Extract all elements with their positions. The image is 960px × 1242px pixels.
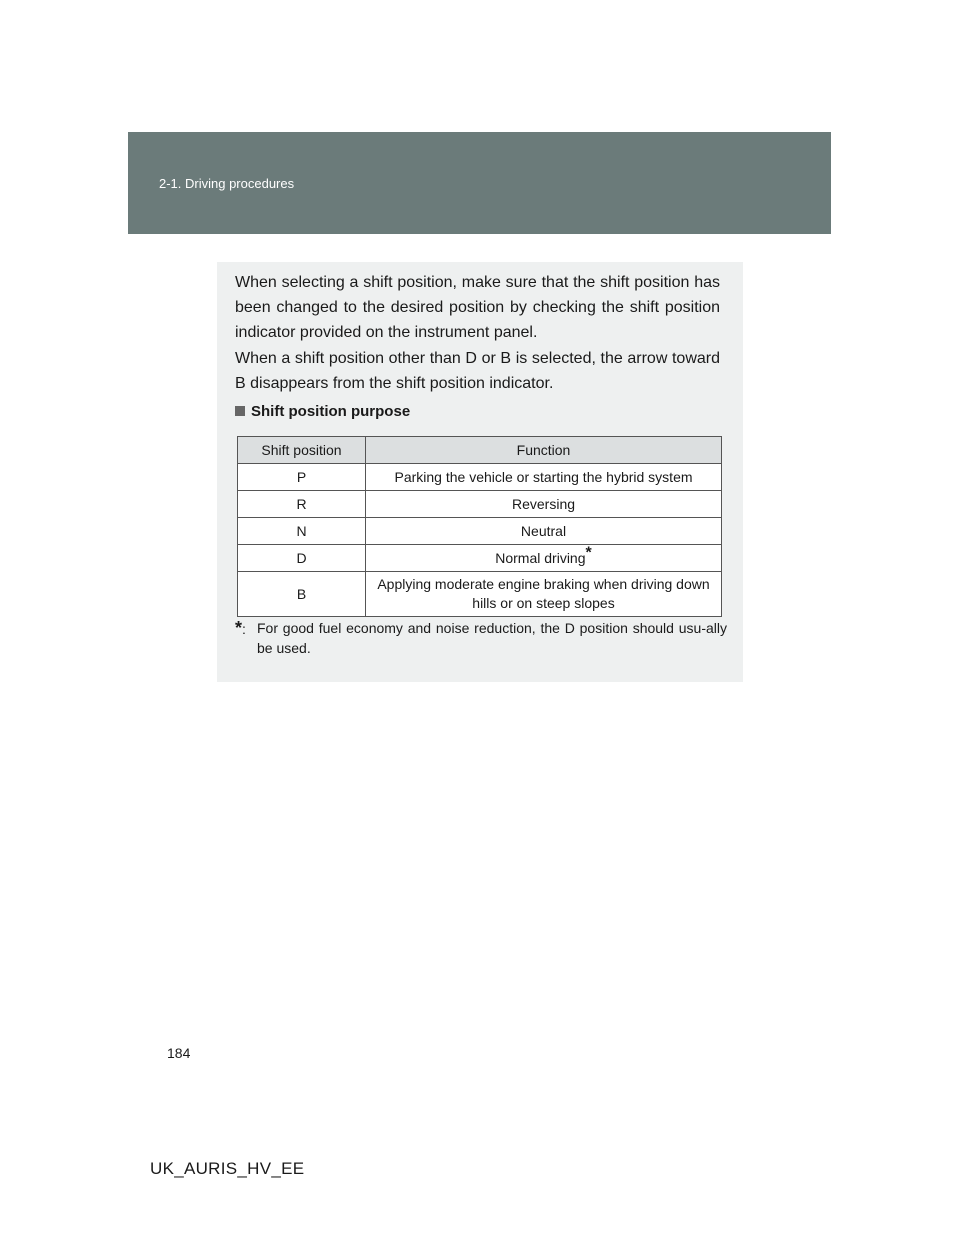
square-bullet-icon: [235, 406, 245, 416]
footnote: [235, 618, 727, 658]
subheading-text: Shift position purpose: [251, 403, 411, 420]
cell-position: R: [238, 491, 366, 518]
shift-position-table: [237, 436, 722, 617]
table-row: [238, 545, 722, 572]
table-row: [238, 572, 722, 617]
header-function: Function: [366, 437, 722, 464]
footnote-mark: *:: [235, 618, 246, 638]
table-row: [238, 518, 722, 545]
cell-function: Reversing: [366, 491, 722, 518]
table-row: [238, 464, 722, 491]
cell-function: Parking the vehicle or starting the hybrid system: [366, 464, 722, 491]
doc-code: UK_AURIS_HV_EE: [150, 1159, 305, 1178]
cell-position: D: [238, 545, 366, 572]
cell-function-text: Normal driving: [495, 550, 586, 566]
cell-position: N: [238, 518, 366, 545]
table-header-row: [238, 437, 722, 464]
header-band: [128, 132, 831, 234]
cell-function: [366, 545, 722, 572]
footnote-star: *: [235, 618, 243, 638]
cell-position: B: [238, 572, 366, 617]
paragraph-arrow-indicator: When a shift position other than D or B is selected, the arrow toward B disappears from the shift position indicator.: [235, 350, 720, 392]
footnote-ref: *: [585, 544, 592, 562]
cell-function: Neutral: [366, 518, 722, 545]
paragraph-shift-check: When selecting a shift position, make sure that the shift position has been changed to the desired position by checking the shift position indicator provided on the instrument panel.: [235, 274, 720, 341]
table-row: [238, 491, 722, 518]
section-title: 2-1. Driving procedures: [159, 176, 295, 191]
cell-position: P: [238, 464, 366, 491]
footnote-text: For good fuel economy and noise reduction, the D position should usu-ally be used.: [257, 620, 727, 656]
subheading: [235, 401, 410, 423]
header-shift-position: Shift position: [238, 437, 366, 464]
page-number: 184: [167, 1045, 191, 1061]
cell-function: Applying moderate engine braking when driving down hills or on steep slopes: [366, 572, 722, 617]
content-box: [217, 262, 743, 682]
